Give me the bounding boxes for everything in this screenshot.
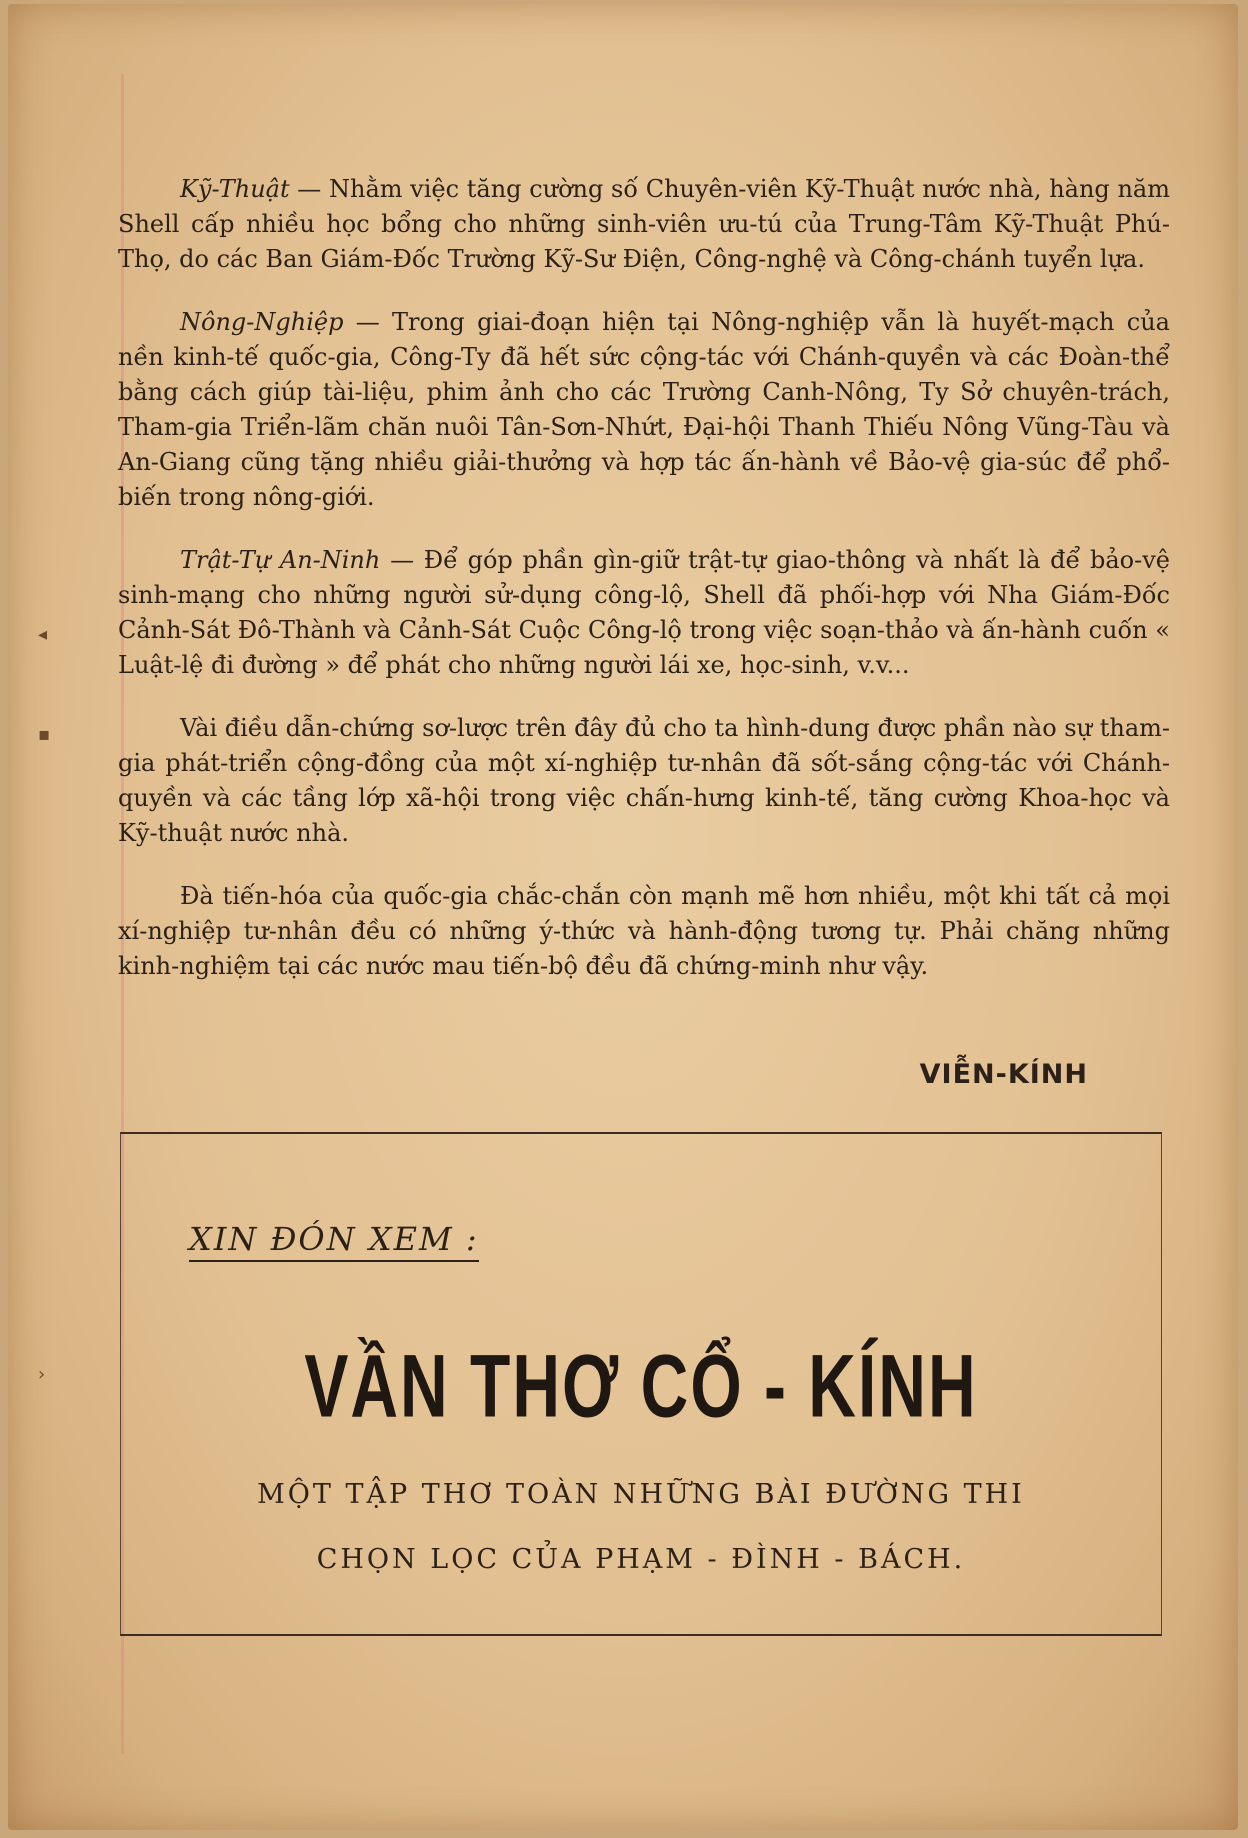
- paragraph-lead: Trật-Tự An-Ninh: [180, 546, 381, 574]
- ad-invite-heading: XIN ĐÓN XEM :: [189, 1220, 479, 1262]
- paragraph-text: Vài điều dẫn-chứng sơ-lược trên đây đủ cho ta hình-dung được phần nào sự tham-gia phát-triển cộng-đồng của một xí-nghiệp tư-nhân đã sốt-sắng cộng-tác với Chánh-quyền và các tầng lớp xã-hội trong việc chấn-hưng kinh-tế, tăng cường Khoa-học và Kỹ-thuật nước nhà.: [118, 714, 1170, 847]
- ad-description-line-1: MỘT TẬP THƠ TOÀN NHỮNG BÀI ĐƯỜNG THI: [257, 1479, 1025, 1510]
- paragraph-lead: Kỹ-Thuật: [180, 175, 290, 203]
- paragraph-text: — Để góp phần gìn-giữ trật-tự giao-thông và nhất là để bảo-vệ sinh-mạng cho những người sử-dụng công-lộ, Shell đã phối-hợp với Nha Giám-Đốc Cảnh-Sát Đô-Thành và Cảnh-Sát Cuộc Công-lộ trong việc soạn-thảo và ấn-hành cuốn « Luật-lệ đi đường » để phát cho những người lái xe, học-sinh, v.v...: [118, 546, 1170, 679]
- paragraph-conclusion: [118, 879, 1170, 984]
- paragraph-text: — Trong giai-đoạn hiện tại Nông-nghiệp vẫn là huyết-mạch của nền kinh-tế quốc-gia, Công-Ty đã hết sức cộng-tác với Chánh-quyền và các Đoàn-thể bằng cách giúp tài-liệu, phim ảnh cho các Trường Canh-Nông, Ty Sở chuyên-trách, Tham-gia Triển-lãm chăn nuôi Tân-Sơn-Nhứt, Đại-hội Thanh Thiếu Nông Vũng-Tàu và An-Giang cũng tặng nhiều giải-thưởng và hợp tác ấn-hành về Bảo-vệ gia-súc để phổ-biến trong nông-giới.: [118, 308, 1170, 511]
- paragraph-text: Đà tiến-hóa của quốc-gia chắc-chắn còn mạnh mẽ hơn nhiều, một khi tất cả mọi xí-nghiệp tư-nhân đều có những ý-thức và hành-động tương tự. Phải chăng những kinh-nghiệm tại các nước mau tiến-bộ đều đã chứng-minh như vậy.: [118, 882, 1170, 980]
- article-body: [118, 172, 1170, 1012]
- paragraph-trat-tu-an-ninh: [118, 543, 1170, 683]
- binding-hole-mark: ›: [38, 1364, 46, 1385]
- binding-hole-mark: ◂: [38, 624, 48, 645]
- paragraph-summary: [118, 711, 1170, 851]
- ad-book-title: VẦN THƠ CỔ - KÍNH: [304, 1335, 978, 1436]
- paragraph-nong-nghiep: [118, 305, 1170, 515]
- paragraph-lead: Nông-Nghiệp: [180, 308, 344, 336]
- document-page: [8, 4, 1238, 1830]
- advertisement-box: [120, 1132, 1162, 1636]
- ad-description-line-2: CHỌN LỌC CỦA PHẠM - ĐÌNH - BÁCH.: [316, 1544, 966, 1575]
- author-signature: VIỄN-KÍNH: [919, 1059, 1088, 1090]
- binding-hole-mark: ▪: [38, 724, 51, 745]
- paragraph-ky-thuat: [118, 172, 1170, 277]
- paragraph-text: — Nhằm việc tăng cường số Chuyên-viên Kỹ-Thuật nước nhà, hàng năm Shell cấp nhiều học bổng cho những sinh-viên ưu-tú của Trung-Tâm Kỹ-Thuật Phú-Thọ, do các Ban Giám-Đốc Trường Kỹ-Sư Điện, Công-nghệ và Công-chánh tuyển lựa.: [118, 175, 1170, 273]
